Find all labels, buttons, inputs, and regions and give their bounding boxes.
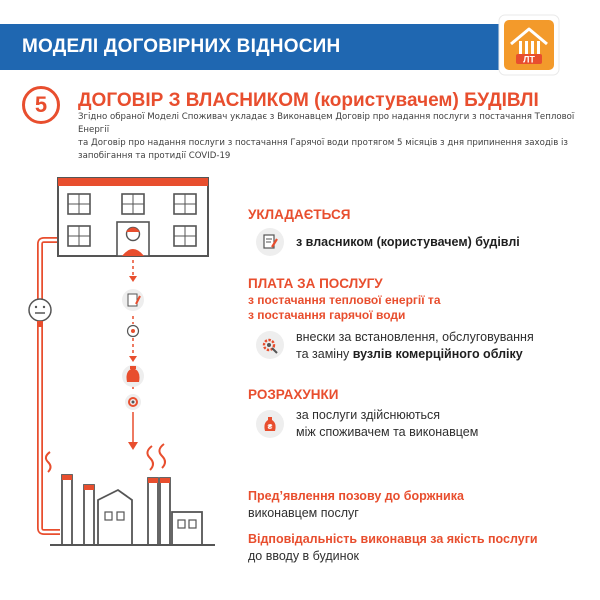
- payment-heading: ПЛАТА ЗА ПОСЛУГУ: [248, 276, 383, 291]
- contract-small-icon: [122, 289, 144, 311]
- money-bag-small-icon: [122, 365, 144, 387]
- concluded-heading: УКЛАДАЄТЬСЯ: [248, 207, 351, 222]
- contract-pen-icon: [256, 228, 284, 256]
- building-icon: [58, 178, 208, 256]
- gear-small-icon: [125, 394, 141, 410]
- payment-subheading: з постачання теплової енергії та з постачання гарячої води: [248, 293, 441, 322]
- intro-line: Згідно обраної Моделі Споживач укладає з Виконавцем Договір про надання послуги з постачання Теплової Енергії: [78, 112, 575, 135]
- svg-text:₴: ₴: [267, 424, 273, 431]
- responsibility-text: до вводу в будинок: [248, 549, 359, 563]
- pipe-loop: [40, 240, 60, 532]
- claim-heading: Пред’явлення позову до боржника: [248, 489, 464, 503]
- money-bag-icon: [256, 410, 284, 438]
- intro-line: запобігання та протидії COVID-19: [78, 151, 231, 161]
- meter-icon: [29, 299, 51, 327]
- flow-arrows: [128, 260, 138, 450]
- logo: [498, 14, 560, 76]
- step-number: 5: [34, 92, 48, 117]
- claim-text: виконавцем послуг: [248, 506, 359, 520]
- page-title: МОДЕЛІ ДОГОВІРНИХ ВІДНОСИН: [22, 36, 341, 57]
- payment-text: внески за встановлення, обслуговування та заміну вузлів комерційного обліку: [296, 330, 534, 361]
- step-number-badge: [22, 86, 60, 124]
- settlements-heading: РОЗРАХУНКИ: [248, 387, 339, 402]
- building-flow-illustration: [0, 150, 240, 600]
- logo-text: ЛТ: [523, 54, 535, 65]
- intro-line: та Договір про надання послуги з постачання Гарячої води протягом 5 місяців з дня припинення заходів із: [78, 138, 568, 148]
- responsibility-heading: Відповідальність виконавця за якість послуги: [248, 532, 538, 546]
- settlements-text: за послуги здійснюються між споживачем та виконавцем: [296, 408, 479, 439]
- gear-wrench-icon: [256, 331, 284, 359]
- dot-marker-icon: [128, 326, 139, 337]
- contract-title: ДОГОВІР З ВЛАСНИКОМ (користувачем) БУДІВЛІ: [78, 90, 539, 111]
- header: [0, 0, 600, 78]
- concluded-text: з власником (користувачем) будівлі: [296, 235, 520, 249]
- factory-icon: [46, 444, 215, 545]
